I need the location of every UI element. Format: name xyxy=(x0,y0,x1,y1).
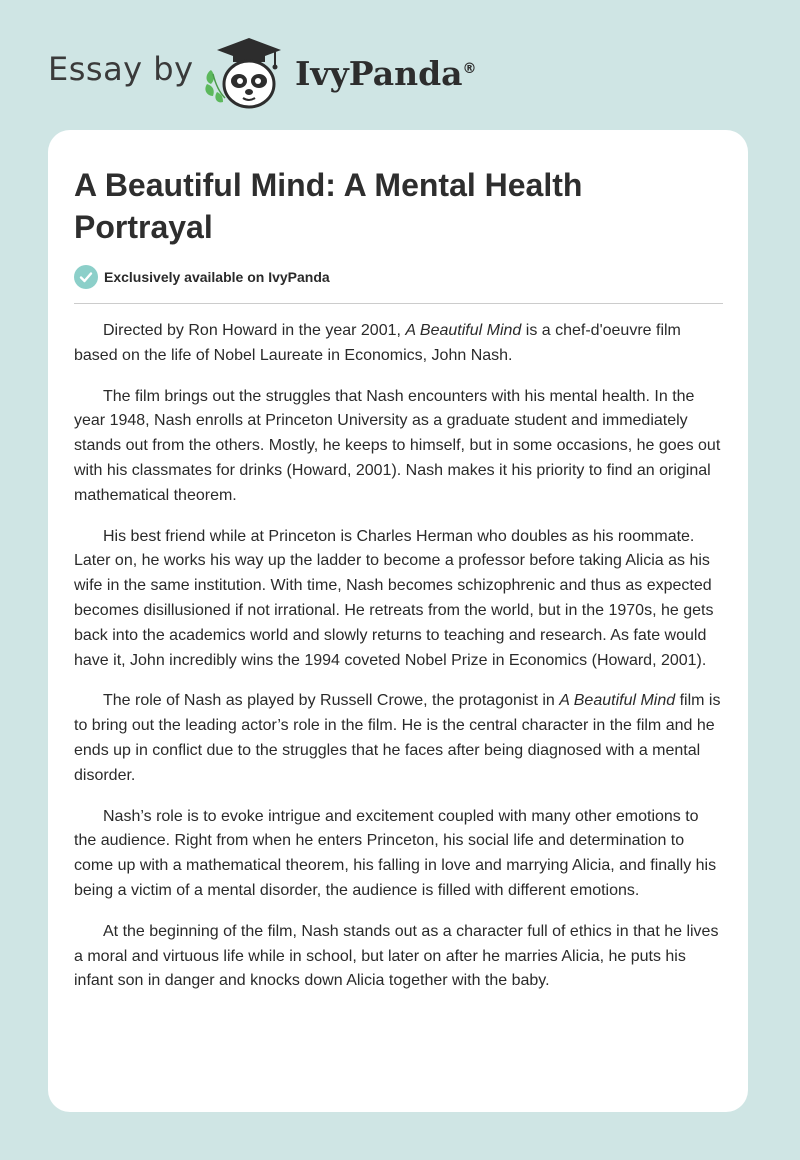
brand-name[interactable] xyxy=(295,54,477,93)
panda-graduate-icon xyxy=(203,34,285,112)
essay-body xyxy=(74,319,724,1010)
site-header xyxy=(48,30,548,110)
ivy-leaf-icon xyxy=(205,70,225,102)
paragraph: The film brings out the struggles that Nash encounters with his mental health. In the year 1948, Nash enrolls at Princeton University as a graduate student and immediately stands out from the others. Mostly, he keeps to himself, but in some occasions, he goes out with his classmates for drinks (Howard, 2001). Nash makes it his priority to find an original mathematical theorem. xyxy=(74,387,721,504)
exclusive-label: Exclusively available on IvyPanda xyxy=(104,269,330,285)
paragraph: Directed by Ron Howard in the year 2001, A Beautiful Mind is a chef-d'oeuvre film based on the life of Nobel Laureate in Economics, John Nash. xyxy=(74,322,681,364)
paragraph: The role of Nash as played by Russell Crowe, the protagonist in A Beautiful Mind film is to bring out the leading actor’s role in the film. He is the central character in the film and he ends up in conflict due to the struggles that he faces after being diagnosed with a mental disorder. xyxy=(74,692,721,784)
divider xyxy=(74,303,723,304)
paragraph: His best friend while at Princeton is Charles Herman who doubles as his roommate. Later on, he works his way up the ladder to become a professor before taking Alicia as his wife in the same institution. With time, Nash becomes schizophrenic and thus as expected becomes disillusioned if not irrational. He retreats from the world, but in the 1970s, he gets back into the academics world and slowly returns to teaching and research. As fate would have it, John incredibly wins the 1994 coveted Nobel Prize in Economics (Howard, 2001). xyxy=(74,527,714,669)
essay-card xyxy=(48,130,748,1112)
page-title: A Beautiful Mind: A Mental Health Portrayal xyxy=(74,167,583,245)
paragraph: At the beginning of the film, Nash stands out as a character full of ethics in that he lives a moral and virtuous life while in school, but later on after he marries Alicia, he puts his infant son in danger and knocks down Alicia together with the baby. xyxy=(74,922,719,990)
check-icon xyxy=(74,265,98,289)
panda-logo-icon[interactable] xyxy=(203,34,285,112)
essay-by-label: Essay by xyxy=(48,50,194,88)
brand-label: IvyPanda xyxy=(295,54,463,93)
exclusive-badge xyxy=(74,264,330,290)
paragraph: Nash’s role is to evoke intrigue and excitement coupled with many other emotions to the audience. Right from when he enters Princeton, his social life and determination to come up with a mathematical theorem, his falling in love and marrying Alicia, and finally his being a victim of a mental disorder, the audience is filled with different emotions. xyxy=(74,807,717,899)
registered-mark: ® xyxy=(462,61,477,77)
